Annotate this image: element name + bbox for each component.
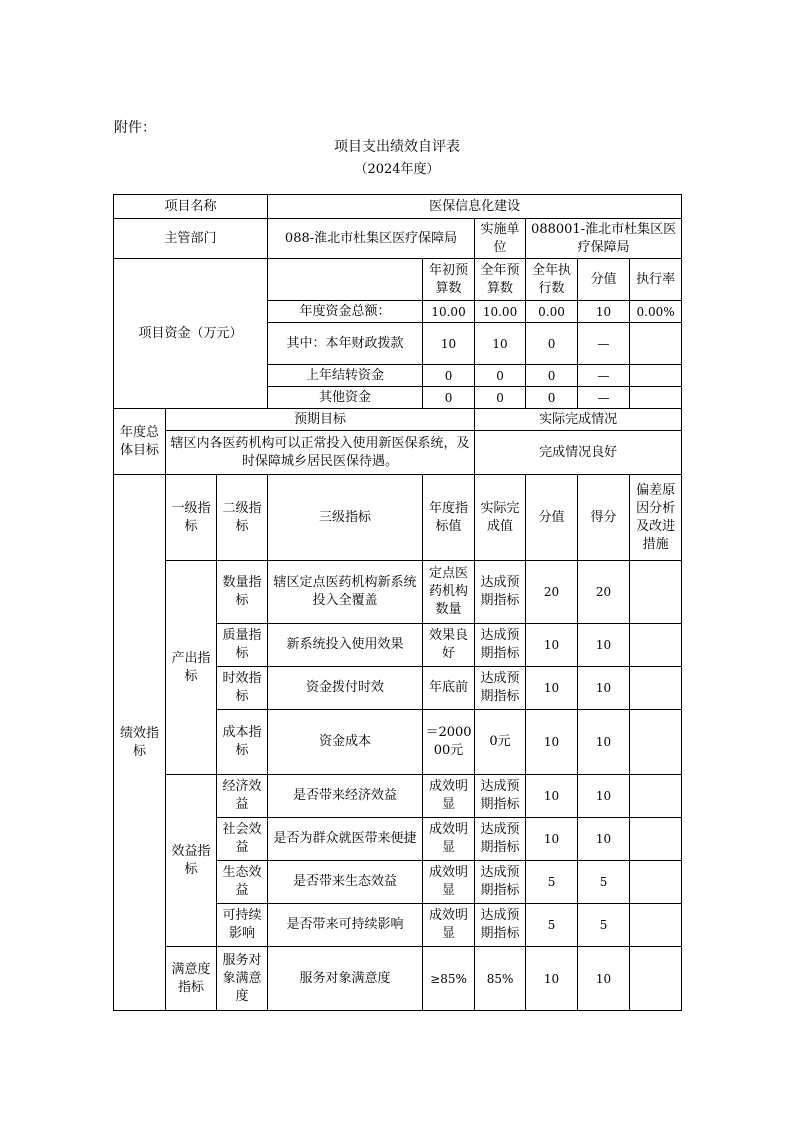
funds-cell: 10 — [578, 301, 630, 323]
funds-cell: 0 — [475, 387, 526, 409]
perf-header: 一级指标 — [166, 475, 217, 561]
level3-cell: 是否带来经济效益 — [268, 775, 423, 818]
perf-header: 三级指标 — [268, 475, 423, 561]
actual-cell: 达成预期指标 — [475, 861, 526, 904]
perf-header: 分值 — [526, 475, 578, 561]
level3-cell: 资金成本 — [268, 710, 423, 775]
funds-cell: — — [578, 387, 630, 409]
perf-header: 实际完成值 — [475, 475, 526, 561]
got-cell: 10 — [578, 775, 630, 818]
funds-cell: 0.00 — [526, 301, 578, 323]
got-cell: 5 — [578, 904, 630, 947]
actual-cell: 达成预期指标 — [475, 818, 526, 861]
funds-row-label: 其中：本年财政拨款 — [268, 323, 423, 365]
funds-cell: 10 — [423, 323, 475, 365]
level2-cell: 服务对象满意度 — [217, 947, 268, 1011]
deviation-cell — [630, 818, 682, 861]
funds-label: 项目资金（万元） — [114, 259, 268, 409]
funds-header: 年初预算数 — [423, 259, 475, 301]
funds-header: 全年预算数 — [475, 259, 526, 301]
target-cell: 成效明显 — [423, 775, 475, 818]
actual-cell: 达成预期指标 — [475, 624, 526, 667]
level2-cell: 成本指标 — [217, 710, 268, 775]
level2-cell: 可持续影响 — [217, 904, 268, 947]
got-cell: 10 — [578, 818, 630, 861]
level3-cell: 资金拨付时效 — [268, 667, 423, 710]
funds-cell — [630, 365, 682, 387]
target-cell: 效果良好 — [423, 624, 475, 667]
dept-value: 088-淮北市杜集区医疗保障局 — [268, 219, 475, 259]
page-title: 项目支出绩效自评表 — [334, 139, 460, 155]
level3-cell: 是否为群众就医带来便捷 — [268, 818, 423, 861]
funds-cell: 0 — [526, 323, 578, 365]
deviation-cell — [630, 624, 682, 667]
dept-label: 主管部门 — [114, 219, 268, 259]
level3-cell: 辖区定点医药机构新系统投入全覆盖 — [268, 561, 423, 624]
goal-actual-label: 实际完成情况 — [475, 409, 682, 431]
funds-cell — [630, 387, 682, 409]
deviation-cell — [630, 775, 682, 818]
score-cell: 10 — [526, 624, 578, 667]
funds-header-blank — [268, 259, 423, 301]
got-cell: 10 — [578, 624, 630, 667]
actual-cell: 0元 — [475, 710, 526, 775]
level2-cell: 时效指标 — [217, 667, 268, 710]
self-evaluation-table — [113, 194, 682, 1011]
score-cell: 10 — [526, 775, 578, 818]
funds-cell: 0 — [475, 365, 526, 387]
report-year: （2024年度） — [354, 162, 440, 177]
funds-cell — [630, 323, 682, 365]
actual-cell: 85% — [475, 947, 526, 1011]
deviation-cell — [630, 947, 682, 1011]
target-cell: 成效明显 — [423, 818, 475, 861]
score-cell: 20 — [526, 561, 578, 624]
level3-cell: 是否带来可持续影响 — [268, 904, 423, 947]
actual-cell: 达成预期指标 — [475, 667, 526, 710]
deviation-cell — [630, 904, 682, 947]
deviation-cell — [630, 667, 682, 710]
level2-cell: 质量指标 — [217, 624, 268, 667]
got-cell: 20 — [578, 561, 630, 624]
deviation-cell — [630, 710, 682, 775]
goal-expected-label: 预期目标 — [166, 409, 475, 431]
level1-benefit: 效益指标 — [166, 775, 217, 947]
funds-cell: — — [578, 365, 630, 387]
attachment-label: 附件： — [114, 120, 156, 136]
funds-row-label: 其他资金 — [268, 387, 423, 409]
score-cell: 10 — [526, 667, 578, 710]
deviation-cell — [630, 561, 682, 624]
got-cell: 10 — [578, 947, 630, 1011]
unit-value: 088001-淮北市杜集区医疗保障局 — [526, 219, 682, 259]
got-cell: 10 — [578, 667, 630, 710]
funds-cell: — — [578, 323, 630, 365]
funds-header: 分值 — [578, 259, 630, 301]
funds-cell: 0.00% — [630, 301, 682, 323]
perf-label: 绩效指标 — [114, 475, 166, 1011]
target-cell: 年底前 — [423, 667, 475, 710]
goal-actual-text: 完成情况良好 — [475, 431, 682, 475]
target-cell: ＝200000元 — [423, 710, 475, 775]
perf-header: 二级指标 — [217, 475, 268, 561]
got-cell: 5 — [578, 861, 630, 904]
level2-cell: 生态效益 — [217, 861, 268, 904]
funds-cell: 0 — [526, 387, 578, 409]
actual-cell: 达成预期指标 — [475, 561, 526, 624]
funds-header: 执行率 — [630, 259, 682, 301]
funds-cell: 10 — [475, 323, 526, 365]
score-cell: 10 — [526, 818, 578, 861]
score-cell: 10 — [526, 947, 578, 1011]
perf-header: 偏差原因分析及改进措施 — [630, 475, 682, 561]
got-cell: 10 — [578, 710, 630, 775]
level2-cell: 社会效益 — [217, 818, 268, 861]
funds-header: 全年执行数 — [526, 259, 578, 301]
target-cell: 成效明显 — [423, 904, 475, 947]
project-name-value: 医保信息化建设 — [268, 195, 682, 219]
funds-cell: 0 — [526, 365, 578, 387]
level1-output: 产出指标 — [166, 561, 217, 775]
funds-cell: 0 — [423, 387, 475, 409]
level2-cell: 数量指标 — [217, 561, 268, 624]
perf-header: 年度指标值 — [423, 475, 475, 561]
funds-row-label: 上年结转资金 — [268, 365, 423, 387]
score-cell: 5 — [526, 861, 578, 904]
funds-cell: 10.00 — [475, 301, 526, 323]
target-cell: ≥85% — [423, 947, 475, 1011]
level1-satisfaction: 满意度指标 — [166, 947, 217, 1011]
funds-cell: 0 — [423, 365, 475, 387]
unit-label: 实施单位 — [475, 219, 526, 259]
level3-cell: 服务对象满意度 — [268, 947, 423, 1011]
deviation-cell — [630, 861, 682, 904]
score-cell: 10 — [526, 710, 578, 775]
target-cell: 成效明显 — [423, 861, 475, 904]
goal-label: 年度总体目标 — [114, 409, 166, 475]
level2-cell: 经济效益 — [217, 775, 268, 818]
goal-expected-text: 辖区内各医药机构可以正常投入使用新医保系统，及时保障城乡居民医保待遇。 — [166, 431, 475, 475]
funds-row-label: 年度资金总额： — [268, 301, 423, 323]
funds-cell: 10.00 — [423, 301, 475, 323]
level3-cell: 是否带来生态效益 — [268, 861, 423, 904]
score-cell: 5 — [526, 904, 578, 947]
target-cell: 定点医药机构数量 — [423, 561, 475, 624]
actual-cell: 达成预期指标 — [475, 904, 526, 947]
level3-cell: 新系统投入使用效果 — [268, 624, 423, 667]
perf-header: 得分 — [578, 475, 630, 561]
actual-cell: 达成预期指标 — [475, 775, 526, 818]
project-name-label: 项目名称 — [114, 195, 268, 219]
